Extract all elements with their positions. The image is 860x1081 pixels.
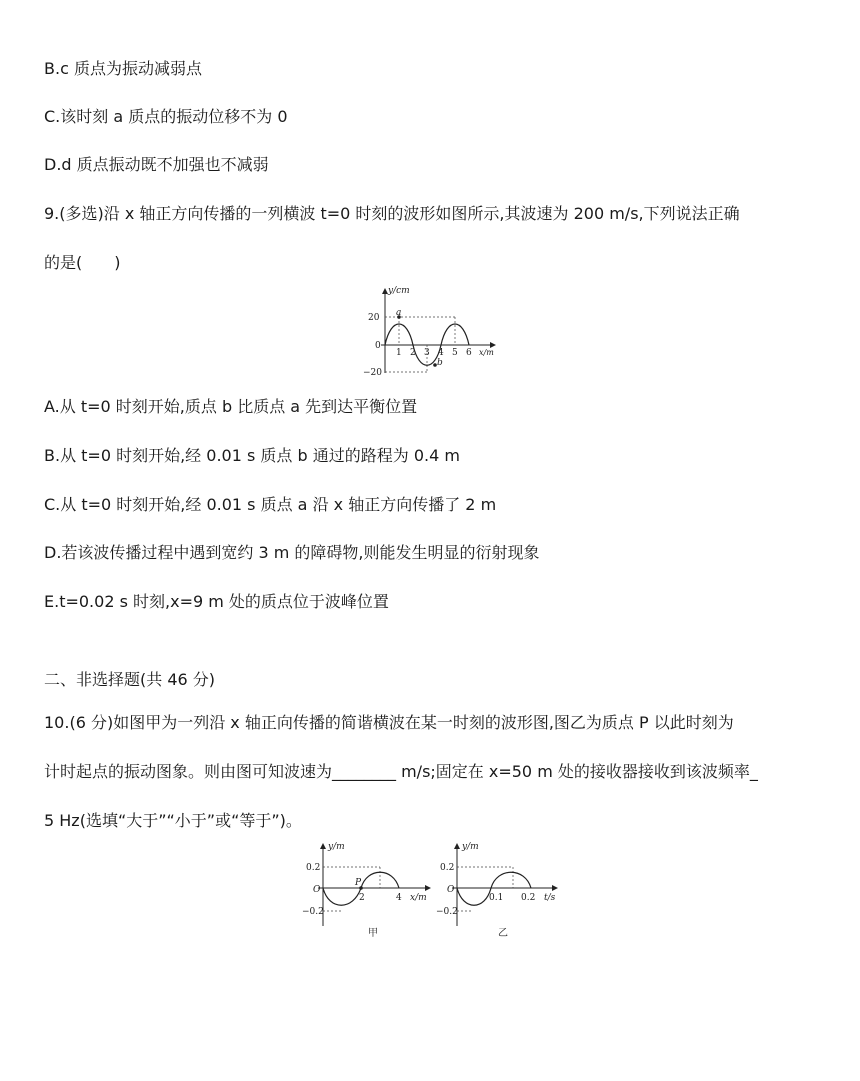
yi-x-label: t/s: [544, 893, 556, 903]
jia-origin: O: [313, 885, 321, 895]
option-d-prev: D.d 质点振动既不加强也不减弱: [44, 155, 269, 174]
q9-option-a: A.从 t=0 时刻开始,质点 b 比质点 a 先到达平衡位置: [44, 397, 418, 416]
jia-y-label: y/m: [328, 842, 345, 852]
q10-line1: 10.(6 分)如图甲为一列沿 x 轴正向传播的简谐横波在某一时刻的波形图,图乙为质点 P 以此时刻为: [44, 713, 734, 732]
yi-xtick-01: 0.1: [489, 893, 504, 903]
jia-point-p: P: [355, 878, 362, 888]
q9-label-b: b: [437, 358, 443, 368]
jia-xtick-2: 2: [359, 893, 365, 903]
q9-xtick-3: 3: [424, 348, 430, 358]
jia-ytick-neg: −0.2: [302, 907, 324, 917]
q9-xtick-4: 4: [438, 348, 444, 358]
q9-xtick-1: 1: [396, 348, 402, 358]
q10-line3: 5 Hz(选填“大于”“小于”或“等于”)。: [44, 811, 302, 830]
yi-caption: 乙: [498, 928, 508, 939]
q9-stem-line1: 9.(多选)沿 x 轴正方向传播的一列横波 t=0 时刻的波形如图所示,其波速为 200 m/s,下列说法正确: [44, 204, 740, 223]
q9-xtick-5: 5: [452, 348, 458, 358]
q9-xtick-2: 2: [410, 348, 416, 358]
q9-option-c: C.从 t=0 时刻开始,经 0.01 s 质点 a 沿 x 轴正方向传播了 2 m: [44, 495, 497, 514]
jia-ytick-pos: 0.2: [306, 863, 321, 873]
yi-origin: O: [447, 885, 455, 895]
yi-ytick-neg: −0.2: [436, 907, 458, 917]
yi-ytick-pos: 0.2: [440, 863, 455, 873]
q9-ytick-20: 20: [368, 313, 380, 323]
q10-line2: 计时起点的振动图象。则由图可知波速为________ m/s;固定在 x=50 m 处的接收器接收到该波频率_: [44, 762, 758, 781]
yi-y-label: y/m: [462, 842, 479, 852]
option-c-prev: C.该时刻 a 质点的振动位移不为 0: [44, 107, 288, 126]
q9-option-e: E.t=0.02 s 时刻,x=9 m 处的质点位于波峰位置: [44, 592, 389, 611]
section-title: 二、非选择题(共 46 分): [44, 670, 216, 689]
q9-xtick-6: 6: [466, 348, 472, 358]
q9-stem-line2: 的是( ): [44, 253, 121, 272]
q10-figure-yi: [435, 838, 565, 943]
q9-option-b: B.从 t=0 时刻开始,经 0.01 s 质点 b 通过的路程为 0.4 m: [44, 446, 460, 465]
option-b-prev: B.c 质点为振动减弱点: [44, 59, 202, 78]
q9-ytick-0: 0: [375, 341, 381, 351]
q10-figure-jia: [300, 838, 435, 943]
q9-label-a: a: [396, 308, 402, 318]
q9-x-label: x/m: [479, 348, 494, 357]
q9-option-d: D.若该波传播过程中遇到宽约 3 m 的障碍物,则能发生明显的衍射现象: [44, 543, 540, 562]
q9-ytick-neg20: −20: [363, 368, 382, 378]
q9-y-label: y/cm: [388, 286, 410, 296]
jia-xtick-4: 4: [396, 893, 402, 903]
yi-xtick-02: 0.2: [521, 893, 536, 903]
jia-x-label: x/m: [410, 893, 427, 903]
jia-caption: 甲: [368, 928, 378, 939]
q9-wave-figure: [355, 283, 505, 378]
